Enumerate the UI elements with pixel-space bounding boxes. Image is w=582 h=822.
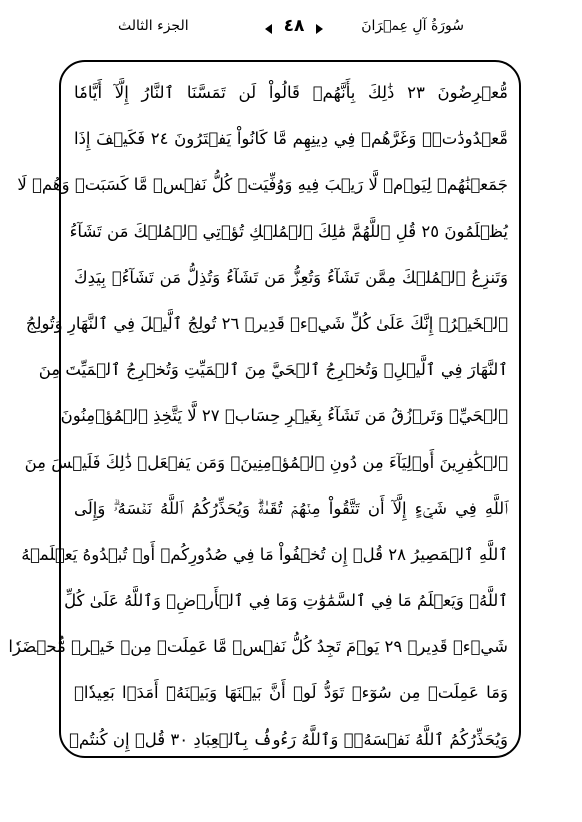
page-header (0, 14, 582, 50)
text-line-7: ٱلنَّهَارَ فِي ٱلَّيۡلِۖ وَتُخۡرِجُ ٱلۡحَيَّ مِنَ ٱلۡمَيِّتِ وَتُخۡرِجُ ٱلۡمَيِّتَ مِنَ (38, 360, 508, 380)
text-line-11: ٱللَّهِ ٱلۡمَصِيرُ ٢٨ قُلۡ إِن تُخۡفُواْ مَا فِي صُدُورِكُمۡ أَوۡ تُبۡدُوهُ يَعۡلَمۡهُ (21, 544, 508, 564)
text-line-5: وَتَنزِعُ ٱلۡمُلۡكَ مِمَّن تَشَآءُ وَتُعِزُّ مَن تَشَآءُ وَتُذِلُّ مَن تَشَآءُۖ بِيَدِكَ (74, 267, 508, 287)
text-line-13: شَيۡءٖ قَدِيرٞ ٢٩ يَوۡمَ تَجِدُ كُلُّ نَفۡسٖ مَّا عَمِلَتۡ مِنۡ خَيۡرٖ مُّحۡضَرٗا (8, 637, 508, 657)
text-line-10: ٱللَّهِ فِي شَيۡءٍ إِلَّآ أَن تَتَّقُواْ مِنۡهُمۡ تُقَىٰةٗۗ وَيُحَذِّرُكُمُ ٱللَّهُ نَفۡسَهُۥۗ وَإِلَى (74, 498, 508, 518)
page-number: ٤٨ (269, 16, 319, 36)
text-line-8: ٱلۡحَيِّۖ وَتَرۡزُقُ مَن تَشَآءُ بِغَيۡرِ حِسَابٖ ٢٧ لَّا يَتَّخِذِ ٱلۡمُؤۡمِنُونَ (60, 406, 508, 426)
text-line-4: يُظۡلَمُونَ ٢٥ قُلِ ٱللَّهُمَّ مَٰلِكَ ٱلۡمُلۡكِ تُؤۡتِي ٱلۡمُلۡكَ مَن تَشَآءُ (69, 221, 508, 241)
quran-text-body (8, 70, 509, 763)
text-line-3: جَمَعۡنَٰهُمۡ لِيَوۡمٖ لَّا رَيۡبَ فِيهِ وَوُفِّيَتۡ كُلُّ نَفۡسٖ مَّا كَسَبَتۡ وَهُمۡ لَا (17, 175, 508, 195)
text-line-12: ٱللَّهُۗ وَيَعۡلَمُ مَا فِي ٱلسَّمَٰوَٰتِ وَمَا فِي ٱلۡأَرۡضِۗ وَٱللَّهُ عَلَىٰ كُلِّ (64, 591, 508, 611)
text-line-14: وَمَا عَمِلَتۡ مِن سُوٓءٖ تَوَدُّ لَوۡ أَنَّ بَيۡنَهَا وَبَيۡنَهُۥٓ أَمَدَۢا بَعِيدٗاۗ (74, 683, 508, 703)
text-line-9: ٱلۡكَٰفِرِينَ أَوۡلِيَآءَ مِن دُونِ ٱلۡمُؤۡمِنِينَۖ وَمَن يَفۡعَلۡ ذَٰلِكَ فَلَيۡسَ مِنَ (24, 452, 508, 472)
text-line-6: ٱلۡخَيۡرُۖ إِنَّكَ عَلَىٰ كُلِّ شَيۡءٖ قَدِيرٞ ٢٦ تُولِجُ ٱلَّيۡلَ فِي ٱلنَّهَارِ وَتُولِجُ (25, 313, 508, 333)
juz-name: الجزء الثالث (118, 18, 189, 34)
text-line-15: وَيُحَذِّرُكُمُ ٱللَّهُ نَفۡسَهُۥۗ وَٱللَّهُ رَءُوفُۢ بِٱلۡعِبَادِ ٣٠ قُلۡ إِن كُنتُمۡ (68, 729, 508, 749)
surah-name: سُورَةُ آلِ عِمۡرَانَ (361, 18, 464, 34)
text-line-1: مُّعۡرِضُونَ ٢٣ ذَٰلِكَ بِأَنَّهُمۡ قَالُواْ لَن تَمَسَّنَا ٱلنَّارُ إِلَّآ أَيَّامٗا (74, 83, 509, 102)
text-line-2: مَّعۡدُودَٰتٖۖ وَغَرَّهُمۡ فِي دِينِهِم مَّا كَانُواْ يَفۡتَرُونَ ٢٤ فَكَيۡفَ إِذَا (74, 129, 509, 149)
